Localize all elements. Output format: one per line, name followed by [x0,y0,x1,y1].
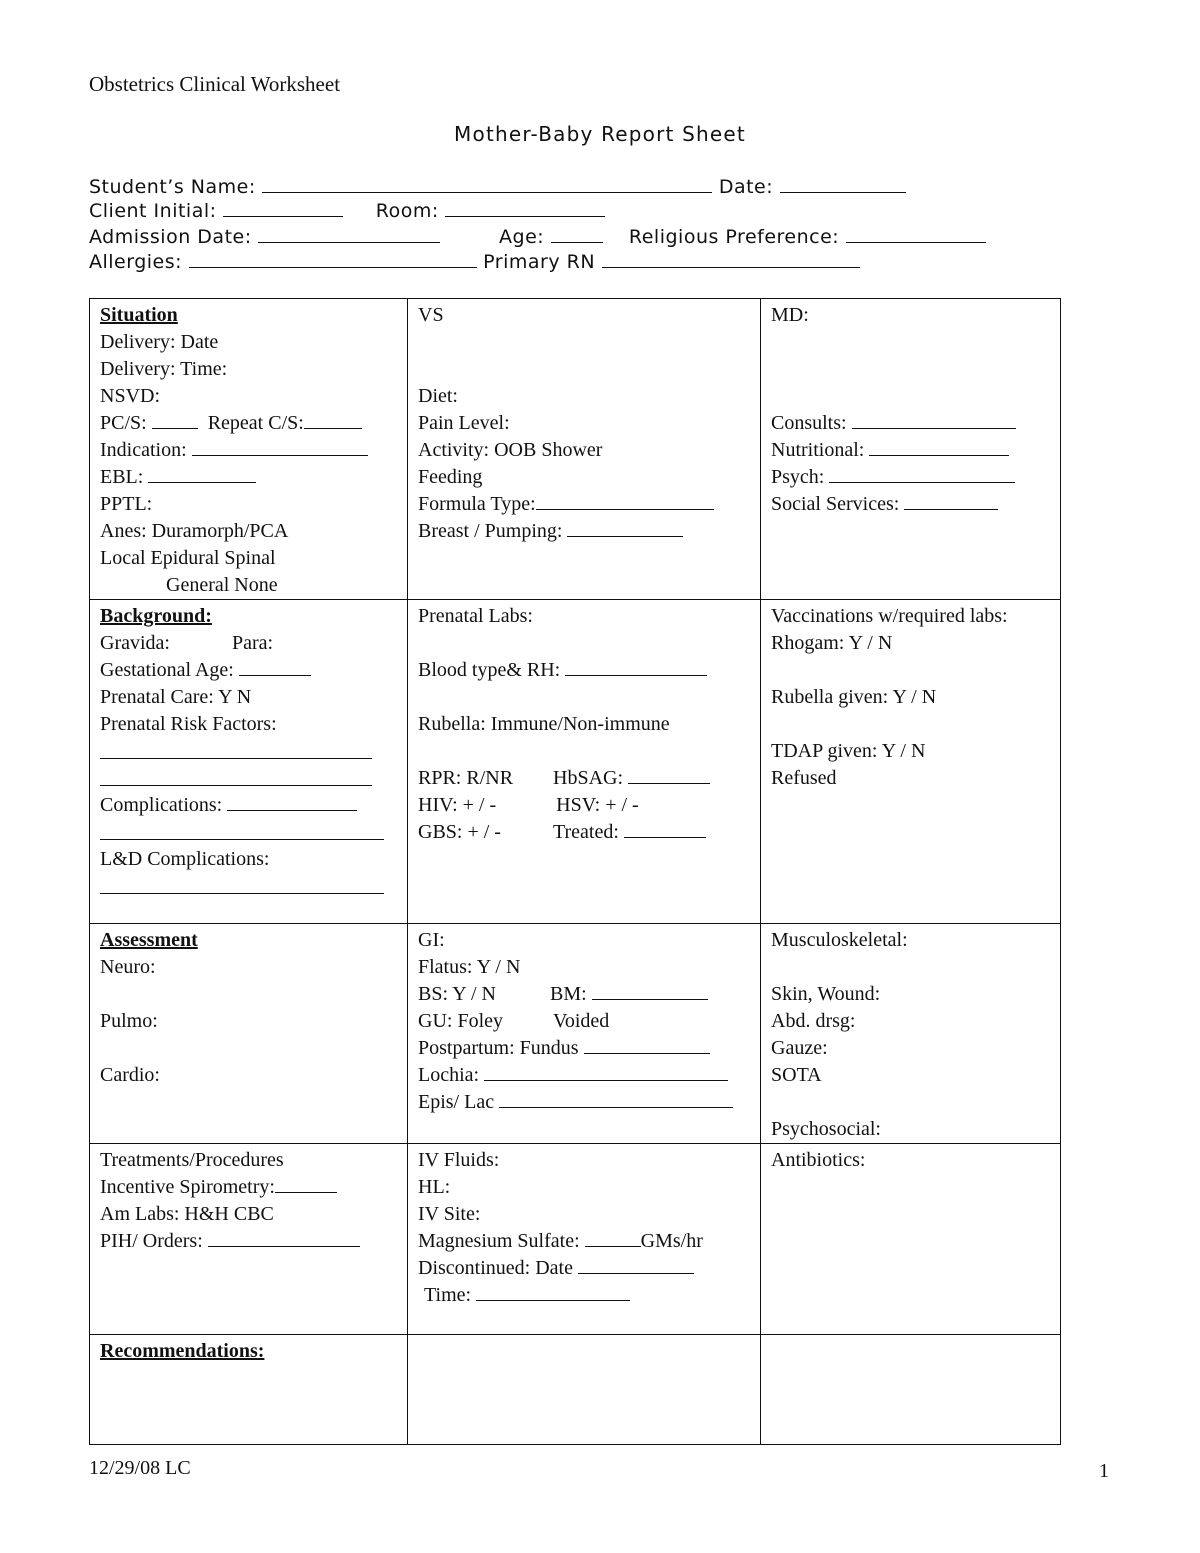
lochia-label: Lochia: [418,1064,480,1086]
info-line-3 [89,224,986,249]
epis-lac-label: Epis/ Lac [418,1091,495,1113]
gbs-line [418,819,750,846]
spacer [771,383,1050,410]
admission-date-label: Admission Date: [89,226,252,248]
situation-heading: Situation [100,304,178,326]
consults-field[interactable] [852,410,1016,429]
age-label: Age: [499,226,545,248]
gu-label: GU: Foley [418,1010,503,1032]
gms-hr-label: GMs/hr [640,1230,703,1252]
ld-complications: L&D Complications: [100,848,270,870]
discontinued-date-line [418,1255,750,1282]
hiv-label: HIV: + / - [418,794,497,816]
religious-preference-label: Religious Preference: [628,226,840,248]
antibiotics: Antibiotics: [771,1149,866,1171]
social-services-field[interactable] [904,491,998,510]
delivery-date: Delivery: Date [100,331,219,353]
nsvd: NSVD: [100,385,161,407]
tdap-given: TDAP given: Y / N [771,740,926,762]
treated-field[interactable] [624,819,706,838]
refused: Refused [771,767,837,789]
rpr-line [418,765,750,792]
repeat-cs-label: Repeat C/S: [207,412,304,434]
am-labs: Am Labs: H&H CBC [100,1203,274,1225]
ld-complications-field[interactable] [100,873,384,894]
anes-types-2: General None [166,574,278,596]
gestational-age-line [100,657,397,684]
recommendations-cell-3[interactable] [761,1335,1061,1445]
treatments-row [90,1144,1061,1335]
lochia-field[interactable] [484,1062,728,1081]
gauze: Gauze: [771,1037,828,1059]
recommendations-cell-2[interactable] [408,1335,761,1445]
risk-factors-field-1[interactable] [100,738,372,759]
consults-line [771,410,1050,437]
gi: GI: [418,929,445,951]
risk-factors-field-2[interactable] [100,765,372,786]
psychosocial: Psychosocial: [771,1118,881,1140]
epis-lac-field[interactable] [499,1089,733,1108]
hsv-label: HSV: + / - [556,794,639,816]
incentive-spirometry-label: Incentive Spirometry: [100,1176,275,1198]
magnesium-sulfate-label: Magnesium Sulfate: [418,1230,580,1252]
para-label: Para: [231,632,274,654]
spacer [771,356,1050,383]
info-line-1 [89,174,906,199]
sota: SOTA [771,1064,822,1086]
treatments-heading: Treatments/Procedures [100,1149,284,1171]
md-label: MD: [771,304,809,326]
gestational-age-label: Gestational Age: [100,659,234,681]
activity: Activity: OOB Shower [418,439,603,461]
vaccinations-cell [761,600,1061,924]
spacer [771,1089,1050,1116]
spacer [771,711,1050,738]
gu-line [418,1008,750,1035]
client-initial-label: Client Initial: [89,200,217,222]
cardio: Cardio: [100,1064,160,1086]
nutritional-line [771,437,1050,464]
prenatal-risk-factors: Prenatal Risk Factors: [100,713,277,735]
allergies-label: Allergies: [89,251,183,273]
breast-pumping-label: Breast / Pumping: [418,520,563,542]
md-cell [761,299,1061,600]
background-row [90,600,1061,924]
vs-label: VS [418,304,444,326]
age-field[interactable] [551,224,603,243]
report-grid [89,298,1061,1445]
rubella-status: Rubella: Immune/Non-immune [418,713,670,735]
background-cell [90,600,408,924]
client-initial-field[interactable] [223,198,343,217]
assessment-heading: Assessment [100,929,198,951]
spacer [771,954,1050,981]
complications-line [100,792,397,819]
bm-label: BM: [549,983,587,1005]
formula-type-label: Formula Type: [418,493,536,515]
prenatal-care: Prenatal Care: Y N [100,686,252,708]
vitals-cell [408,299,761,600]
rubella-given: Rubella given: Y / N [771,686,937,708]
assessment-row [90,924,1061,1144]
religious-preference-field[interactable] [846,224,986,243]
gi-cell [408,924,761,1144]
neuro: Neuro: [100,956,156,978]
breast-pumping-line [418,518,750,545]
vaccinations: Vaccinations w/required labs: [771,605,1008,627]
lochia-line [418,1062,750,1089]
pih-orders-field[interactable] [208,1228,360,1247]
spacer [418,356,750,383]
iv-site: IV Site: [418,1203,481,1225]
student-name-field[interactable] [262,174,712,193]
breast-pumping-field[interactable] [567,518,683,537]
complications-field[interactable] [227,792,357,811]
complications-label: Complications: [100,794,223,816]
recommendations-row [90,1335,1061,1445]
pcs-field[interactable] [152,410,198,429]
time-field[interactable] [476,1282,630,1301]
musculoskeletal: Musculoskeletal: [771,929,908,951]
diet: Diet: [418,385,458,407]
date-field[interactable] [780,174,906,193]
bs-line [418,981,750,1008]
indication-line [100,437,397,464]
spacer [100,1035,397,1062]
feeding: Feeding [418,466,483,488]
gestational-age-field[interactable] [239,657,311,676]
psych-field[interactable] [829,464,1015,483]
sheet-title: Mother-Baby Report Sheet [454,122,746,146]
rpr-label: RPR: R/NR [418,767,514,789]
formula-type-line [418,491,750,518]
admission-date-field[interactable] [258,224,440,243]
treatments-cell [90,1144,408,1335]
incentive-spirometry-field[interactable] [275,1174,337,1193]
hiv-line [418,792,750,819]
hl: HL: [418,1176,451,1198]
ebl-field[interactable] [148,464,256,483]
situation-row [90,299,1061,600]
spacer [771,329,1050,356]
pcs-label: PC/S: [100,412,147,434]
assessment-cell [90,924,408,1144]
page-number: 1 [1099,1460,1109,1482]
ebl-label: EBL: [100,466,144,488]
rhogam: Rhogam: Y / N [771,632,893,654]
blood-type-line [418,657,750,684]
student-name-label: Student’s Name: [89,176,256,198]
magnesium-sulfate-line [418,1228,750,1255]
footer-date-code: 12/29/08 LC [89,1457,191,1479]
pulmo: Pulmo: [100,1010,158,1032]
discontinued-date-field[interactable] [578,1255,694,1274]
worksheet-title: Obstetrics Clinical Worksheet [89,72,341,96]
spacer [418,738,750,765]
time-label: Time: [424,1284,472,1306]
blood-type-label: Blood type& RH: [418,659,561,681]
date-label: Date: [718,176,774,198]
spacer [771,657,1050,684]
repeat-cs-field[interactable] [304,410,362,429]
situation-cell [90,299,408,600]
anes-types: Local Epidural Spinal [100,547,276,569]
recommendations-heading: Recommendations: [100,1340,265,1362]
social-services-line [771,491,1050,518]
blood-type-field[interactable] [565,657,707,676]
delivery-time: Delivery: Time: [100,358,228,380]
treated-label: Treated: [552,821,619,843]
postpartum-fundus-label: Postpartum: Fundus [418,1037,579,1059]
iv-fluids: IV Fluids: [418,1149,500,1171]
psych-label: Psych: [771,466,825,488]
iv-fluids-cell [408,1144,761,1335]
room-label: Room: [375,200,439,222]
gbs-label: GBS: + / - [418,821,501,843]
prenatal-labs-cell [408,600,761,924]
discontinued-date-label: Discontinued: Date [418,1257,573,1279]
bm-field[interactable] [592,981,708,1000]
spacer [418,630,750,657]
spacer [418,329,750,356]
psych-line [771,464,1050,491]
complications-field-2[interactable] [100,819,384,840]
gravida-label: Gravida: [100,632,170,654]
ebl-line [100,464,397,491]
indication-field[interactable] [192,437,368,456]
flatus: Flatus: Y / N [418,956,521,978]
pain-level: Pain Level: [418,412,510,434]
antibiotics-cell [761,1144,1061,1335]
fundus-field[interactable] [584,1035,710,1054]
room-field[interactable] [445,198,605,217]
anes: Anes: Duramorph/PCA [100,520,289,542]
bs-label: BS: Y / N [418,983,496,1005]
voided-label: Voided [553,1010,610,1032]
social-services-label: Social Services: [771,493,900,515]
formula-type-field[interactable] [536,491,714,510]
background-heading: Background: [100,605,212,627]
nutritional-label: Nutritional: [771,439,865,461]
epis-lac-line [418,1089,750,1116]
spacer [100,981,397,1008]
spacer [418,684,750,711]
abd-drsg: Abd. drsg: [771,1010,856,1032]
hbsag-label: HbSAG: [553,767,624,789]
consults-label: Consults: [771,412,847,434]
postpartum-fundus-line [418,1035,750,1062]
primary-rn-label: Primary RN [483,251,596,273]
pih-orders-label: PIH/ Orders: [100,1230,203,1252]
pptl: PPTL: [100,493,153,515]
info-line-4 [89,249,860,274]
info-line-2 [89,198,605,223]
musculoskeletal-cell [761,924,1061,1144]
time-line [418,1282,750,1309]
nutritional-field[interactable] [869,437,1009,456]
indication-label: Indication: [100,439,187,461]
recommendations-cell [90,1335,408,1445]
pih-orders-line [100,1228,397,1255]
hbsag-field[interactable] [628,765,710,784]
primary-rn-field[interactable] [602,249,860,268]
pcs-line [100,410,397,437]
incentive-spirometry-line [100,1174,397,1201]
prenatal-labs: Prenatal Labs: [418,605,533,627]
magnesium-sulfate-field[interactable] [585,1228,641,1247]
allergies-field[interactable] [189,249,477,268]
gravida-para-line [100,630,397,657]
skin-wound: Skin, Wound: [771,983,881,1005]
